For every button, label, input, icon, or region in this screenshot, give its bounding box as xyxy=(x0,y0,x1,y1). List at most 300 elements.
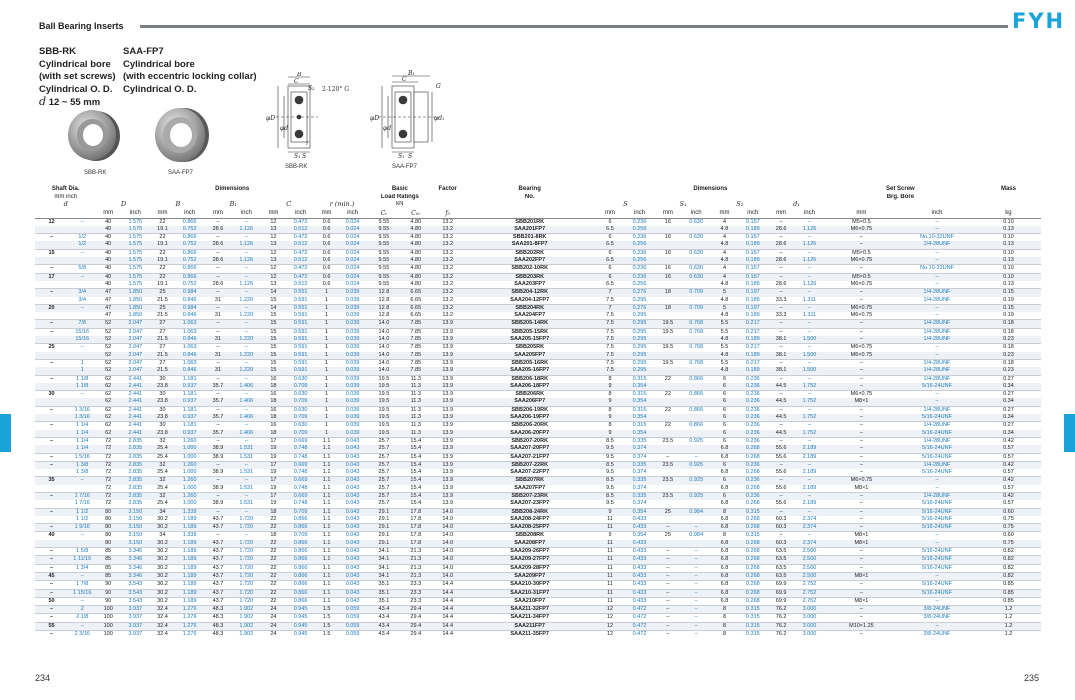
cell-d1: 44.5 xyxy=(768,383,794,391)
cell-d: 80 xyxy=(96,508,120,516)
cell-s1i xyxy=(681,430,712,438)
cell-mm: 15 xyxy=(35,249,68,257)
cell-in: – xyxy=(68,597,96,605)
cell-mm: – xyxy=(35,422,68,430)
cell-b1i: 1.126 xyxy=(231,226,262,234)
cell-s2: 8 xyxy=(712,606,738,614)
cell-s1 xyxy=(655,383,681,391)
table-row xyxy=(35,422,1041,430)
cell-kg: 0.18 xyxy=(976,344,1041,352)
cell-no: SAA211FP7 xyxy=(464,622,596,630)
cell-ssi: 5/16-24UNF xyxy=(921,469,952,476)
cell-s1i xyxy=(681,469,712,477)
cell-d: 85 xyxy=(96,556,120,564)
cell-kg: 0.10 xyxy=(976,265,1041,273)
cell-ssi: – xyxy=(898,226,976,234)
cell-s1: 16 xyxy=(655,249,681,257)
cell-s1: 22 xyxy=(655,391,681,399)
cell-ssi: 5/16-24UNF xyxy=(898,414,976,422)
cell-r: 1 xyxy=(316,398,337,406)
cell-ci: 0.591 xyxy=(285,352,316,360)
cell-s1 xyxy=(655,226,681,234)
cell-s2i: 0.268 xyxy=(737,564,768,572)
cell-si: 0.295 xyxy=(624,336,655,344)
cell-d1i: – xyxy=(794,344,825,352)
cell-ri: 0.039 xyxy=(337,422,368,430)
cell-f0: 14.4 xyxy=(432,614,464,622)
cell-no: SBB203RK xyxy=(464,273,596,281)
cell-di: 3.150 xyxy=(120,532,151,540)
bearing-photo-saa-fp7 xyxy=(150,104,210,166)
cell-ri: 0.039 xyxy=(337,304,368,312)
cell-b1: 28.6 xyxy=(205,226,231,234)
cell-di: 2.441 xyxy=(120,375,151,383)
cell-mm: – xyxy=(35,265,68,273)
cell-d: 40 xyxy=(96,218,120,226)
table-row xyxy=(35,391,1041,399)
cell-mm: 17 xyxy=(35,273,68,281)
cell-mm xyxy=(35,445,68,453)
col-basic: Basic xyxy=(368,184,432,194)
cell-b: 30.2 xyxy=(151,572,175,580)
cell-r: 1.1 xyxy=(316,508,337,516)
cell-si: 0.472 xyxy=(624,614,655,622)
cell-b1: – xyxy=(205,249,231,257)
cell-ri: 0.059 xyxy=(337,622,368,630)
cell-no: SAA209-28FP7 xyxy=(464,564,596,572)
table-row xyxy=(35,469,1041,477)
cell-c: 12 xyxy=(262,249,286,257)
cell-s: 11 xyxy=(596,548,624,556)
cell-s2: 6 xyxy=(712,477,738,485)
cell-ssm: M6×0.75 xyxy=(825,477,898,485)
cell-mm: 45 xyxy=(35,572,68,580)
cell-in: 1 xyxy=(68,367,96,375)
cell-cr: 34.1 xyxy=(368,556,400,564)
cell-d1: 63.5 xyxy=(768,572,794,580)
cell-in: 1 11/16 xyxy=(68,556,96,564)
cell-di: 3.150 xyxy=(120,508,151,516)
series-line: Cylindrical bore xyxy=(123,58,195,70)
cell-di: 2.835 xyxy=(128,469,143,476)
svg-text:S: S xyxy=(408,153,413,160)
cell-s1i: 0.866 xyxy=(681,406,712,414)
cell-b1i: 1.720 xyxy=(231,540,262,548)
cell-b1: 35.7 xyxy=(205,383,231,391)
table-row xyxy=(35,367,1041,375)
cell-ssm: – xyxy=(825,336,898,344)
cell-b1: 43.7 xyxy=(212,515,224,522)
cell-si: 0.354 xyxy=(624,532,655,540)
cell-r: 1 xyxy=(316,383,337,391)
cell-s2: 6 xyxy=(712,422,738,430)
cell-c: 16 xyxy=(262,391,286,399)
cell-s1i: 0.925 xyxy=(681,477,712,485)
cell-d: 72 xyxy=(96,461,120,469)
cell-in: 3/4 xyxy=(78,296,87,303)
cell-c0: 7.85 xyxy=(400,359,432,367)
cell-d: 62 xyxy=(96,422,120,430)
cell-d1: 60.3 xyxy=(768,540,794,548)
cell-ssm: M6×0.75 xyxy=(850,280,873,287)
cell-b1i: 1.720 xyxy=(231,589,262,597)
cell-d1i: 1.500 xyxy=(794,336,825,344)
cell-f0: 13.2 xyxy=(432,241,464,249)
cell-c: 22 xyxy=(262,572,286,580)
cell-c: 19 xyxy=(262,453,286,461)
cell-ssm: – xyxy=(825,614,898,622)
cell-ri: 0.024 xyxy=(337,226,368,234)
col-load-ratings: Load Ratings xyxy=(368,194,432,201)
cell-s: 9.5 xyxy=(606,484,614,491)
cell-d: 90 xyxy=(96,597,120,605)
table-row xyxy=(35,328,1041,336)
cell-mm xyxy=(35,469,68,477)
cell-bi: 1.339 xyxy=(174,508,205,516)
cell-cr: 9.55 xyxy=(368,265,400,273)
cell-mm: 50 xyxy=(35,597,68,605)
cell-d1: – xyxy=(768,304,794,312)
cell-c: 18 xyxy=(262,414,286,422)
cell-in: – xyxy=(68,477,96,485)
cell-di: 3.150 xyxy=(120,524,151,532)
cell-s: 8.5 xyxy=(596,492,624,500)
cell-f0: 13.9 xyxy=(432,367,464,375)
cell-s2: 6.8 xyxy=(720,469,729,476)
cell-f0: 13.9 xyxy=(432,359,464,367)
cell-r: 1 xyxy=(316,344,337,352)
cell-ssm: – xyxy=(825,453,898,461)
cell-c0: 6.65 xyxy=(400,304,432,312)
cell-f0: 13.9 xyxy=(432,437,464,445)
cell-in: 2 xyxy=(68,606,96,614)
cell-si: 0.472 xyxy=(624,631,655,639)
cell-b: 21.5 xyxy=(157,312,168,319)
cell-s2: 4.8 xyxy=(712,241,738,249)
cell-di: 2.835 xyxy=(120,461,151,469)
cell-ci: 0.748 xyxy=(293,469,308,476)
series-line: (with eccentric locking collar) xyxy=(123,71,257,82)
cell-kg: 1.2 xyxy=(976,631,1041,639)
cell-ssm: – xyxy=(825,564,898,572)
cell-s: 6 xyxy=(596,273,624,281)
cell-b1: – xyxy=(205,461,231,469)
cell-s1 xyxy=(655,500,681,508)
cell-si: 0.295 xyxy=(624,359,655,367)
cell-s1i: 0.630 xyxy=(681,234,712,242)
cell-b: 19.1 xyxy=(151,226,175,234)
cell-si: 0.472 xyxy=(624,606,655,614)
cell-kg: 0.60 xyxy=(976,532,1041,540)
cell-c: 13 xyxy=(262,226,286,234)
cell-s1i xyxy=(681,226,712,234)
cell-kg: 0.27 xyxy=(976,422,1041,430)
cell-s1i: – xyxy=(681,564,712,572)
cell-mm: – xyxy=(35,234,68,242)
cell-kg: 0.18 xyxy=(976,359,1041,367)
cell-di: 1.575 xyxy=(120,265,151,273)
cell-cr: 35.1 xyxy=(368,589,400,597)
cell-d1i: – xyxy=(794,422,825,430)
cell-c0: 15.4 xyxy=(410,469,422,476)
cell-no: SBB207RK xyxy=(464,477,596,485)
svg-text:B₁: B₁ xyxy=(408,70,415,77)
cell-kg: 0.10 xyxy=(976,249,1041,257)
cell-no: SAA204FP7 xyxy=(514,312,546,319)
cell-cr: 25.7 xyxy=(378,484,390,491)
cell-si: 0.236 xyxy=(624,234,655,242)
svg-text:φd: φd xyxy=(383,125,392,132)
cell-bi: 0.866 xyxy=(174,265,205,273)
cell-s2: 6 xyxy=(712,461,738,469)
cell-b1i: – xyxy=(231,461,262,469)
cell-in xyxy=(68,540,96,548)
cell-ri: 0.043 xyxy=(337,461,368,469)
cell-r: 0.6 xyxy=(316,273,337,281)
cell-s1i: 0.866 xyxy=(681,422,712,430)
cell-ssi: 5/16-24UNF xyxy=(898,383,976,391)
cell-no: SAA206-20FP7 xyxy=(464,430,596,438)
svg-text:B: B xyxy=(297,72,302,78)
cell-s1i xyxy=(681,445,712,453)
cell-ssi: – xyxy=(898,622,976,630)
cell-s2: 6 xyxy=(712,492,738,500)
cell-s1i: – xyxy=(681,556,712,564)
cell-s: 11 xyxy=(596,540,624,548)
cell-r: 1 xyxy=(316,320,337,328)
cell-b1i: 1.220 xyxy=(231,367,262,375)
cell-d: 52 xyxy=(96,320,120,328)
cell-bi: 0.984 xyxy=(174,304,205,312)
cell-si: 0.295 xyxy=(624,352,655,360)
cell-kg: 1.2 xyxy=(976,622,1041,630)
cell-di: 1.575 xyxy=(120,218,151,226)
cell-ri: 0.024 xyxy=(337,234,368,242)
cell-s2i: 0.268 xyxy=(737,548,768,556)
cell-in: 1 3/16 xyxy=(68,406,96,414)
cell-d: 85 xyxy=(96,572,120,580)
cell-ssi: 1/4-28UNF xyxy=(898,367,976,375)
cell-in: 1 5/8 xyxy=(68,548,96,556)
cell-s2: 4.8 xyxy=(712,226,738,234)
cell-c: 13 xyxy=(262,257,286,265)
cell-ci: 0.591 xyxy=(285,367,316,375)
cell-di: 1.850 xyxy=(120,289,151,297)
cell-ssi: 5/16-24UNF xyxy=(898,556,976,564)
cell-si: 0.295 xyxy=(624,344,655,352)
cell-s1: 18 xyxy=(655,304,681,312)
cell-mm: – xyxy=(35,359,68,367)
cell-bi: 1.000 xyxy=(182,484,197,491)
cell-d1i: 2.189 xyxy=(802,469,817,476)
cell-s: 8.5 xyxy=(596,477,624,485)
cell-s2i: 0.268 xyxy=(745,469,760,476)
cell-b1i: 1.126 xyxy=(231,241,262,249)
cell-mm: – xyxy=(35,492,68,500)
cell-ri: 0.039 xyxy=(345,296,360,303)
cell-ssm: M8×1 xyxy=(825,398,898,406)
cell-s2: 4 xyxy=(712,249,738,257)
cell-cr: 25.7 xyxy=(378,469,390,476)
cell-d1i: 1.500 xyxy=(794,367,825,375)
cell-d1i: – xyxy=(794,359,825,367)
cell-si: 0.374 xyxy=(632,484,647,491)
cell-ri: 0.043 xyxy=(345,500,360,507)
table-row xyxy=(35,631,1041,639)
cell-ri: 0.043 xyxy=(337,581,368,589)
cell-b1i: 1.720 xyxy=(231,597,262,605)
cell-s2i: 0.315 xyxy=(737,508,768,516)
table-row xyxy=(35,500,1041,508)
cell-c: 18 xyxy=(262,383,286,391)
cell-d1i: 3.000 xyxy=(794,606,825,614)
cell-b: 25.4 xyxy=(151,445,175,453)
cell-s1i xyxy=(681,367,712,375)
cell-bi: 0.752 xyxy=(174,241,205,249)
cell-cr: 19.5 xyxy=(368,414,400,422)
cell-c: 15 xyxy=(270,312,277,319)
table-row xyxy=(35,437,1041,445)
cell-cr: 9.55 xyxy=(368,273,400,281)
table-row xyxy=(35,589,1041,597)
cell-s2i: 0.268 xyxy=(745,484,760,491)
cell-c0: 15.4 xyxy=(410,500,422,507)
cell-b1: 48.3 xyxy=(205,622,231,630)
cell-b1: – xyxy=(205,344,231,352)
cell-cr: 25.7 xyxy=(368,461,400,469)
col-brg-bore: Brg. Bore xyxy=(825,194,976,201)
cell-no: SAA207-21FP7 xyxy=(464,453,596,461)
cell-d1i: 3.000 xyxy=(794,614,825,622)
cell-ssm: – xyxy=(825,375,898,383)
cell-ssm: – xyxy=(825,359,898,367)
cell-d: 90 xyxy=(96,581,120,589)
series-line: Cylindrical O. D. xyxy=(39,83,113,95)
cell-ssi: – xyxy=(898,344,976,352)
cell-cr: 19.5 xyxy=(368,391,400,399)
cell-c: 15 xyxy=(262,352,286,360)
cell-kg: 0.57 xyxy=(976,453,1041,461)
cell-f0: 13.2 xyxy=(442,312,454,319)
cell-bi: 1.063 xyxy=(174,328,205,336)
table-row xyxy=(35,622,1041,630)
cell-ci: 0.945 xyxy=(285,622,316,630)
cell-bi: 1.260 xyxy=(174,492,205,500)
cell-mm: 35 xyxy=(35,477,68,485)
cell-s1i xyxy=(681,414,712,422)
cell-di: 2.835 xyxy=(128,484,143,491)
cell-r: 1.1 xyxy=(316,572,337,580)
cell-s2i: 0.236 xyxy=(737,437,768,445)
cell-ri: 0.059 xyxy=(337,606,368,614)
cell-mm xyxy=(35,500,68,508)
table-row xyxy=(35,312,1041,320)
cell-ci: 0.945 xyxy=(285,631,316,639)
cell-c: 22 xyxy=(262,589,286,597)
cell-c: 12 xyxy=(262,265,286,273)
cell-s: 12 xyxy=(596,631,624,639)
cell-d: 52 xyxy=(96,352,120,360)
cell-in: 1/2 xyxy=(68,241,96,249)
cell-ssi: – xyxy=(898,597,976,605)
col-C: C xyxy=(262,201,316,208)
cell-b: 19.1 xyxy=(157,280,168,287)
cell-kg: 0.57 xyxy=(1003,500,1014,507)
cell-no: SBB201-8RK xyxy=(464,234,596,242)
cell-cr: 29.1 xyxy=(368,532,400,540)
cell-di: 2.047 xyxy=(120,320,151,328)
cell-c0: 4.80 xyxy=(400,257,432,265)
cell-d: 80 xyxy=(105,515,112,522)
cell-s2: 4.8 xyxy=(712,367,738,375)
cell-b: 22 xyxy=(151,218,175,226)
cell-d: 85 xyxy=(96,564,120,572)
cell-c0: 7.85 xyxy=(400,367,432,375)
cell-s1: 22 xyxy=(655,406,681,414)
cell-mm xyxy=(35,297,68,305)
col-Cr: Cᵣ xyxy=(368,209,400,219)
cell-d1i: – xyxy=(794,234,825,242)
cell-b: 23.8 xyxy=(151,398,175,406)
cell-f0: 13.9 xyxy=(432,391,464,399)
cell-mm: 20 xyxy=(35,304,68,312)
cell-c: 22 xyxy=(262,548,286,556)
cell-s1 xyxy=(655,257,681,265)
cell-s: 9.5 xyxy=(596,453,624,461)
cell-b1: 43.7 xyxy=(205,589,231,597)
series-line: Cylindrical O. D. xyxy=(123,83,197,95)
cell-s1i xyxy=(681,281,712,289)
cell-b1: 31 xyxy=(205,352,231,360)
cell-s1 xyxy=(655,312,681,320)
cell-b: 19.1 xyxy=(151,241,175,249)
cell-b1i: – xyxy=(231,273,262,281)
cell-in: 1 9/16 xyxy=(68,524,96,532)
cell-s1 xyxy=(655,414,681,422)
cell-in: – xyxy=(68,532,96,540)
cell-s2i: 0.268 xyxy=(737,572,768,580)
cell-ssi: 5/16-24UNF xyxy=(898,430,976,438)
cell-ssi: 5/16-24UNF xyxy=(898,589,976,597)
cell-d1: – xyxy=(768,406,794,414)
cell-r: 1.1 xyxy=(316,524,337,532)
cell-s2: 4.8 xyxy=(720,296,729,303)
cell-b1: 38.9 xyxy=(212,484,224,491)
cell-s1: 18 xyxy=(655,289,681,297)
cell-d1i: – xyxy=(794,328,825,336)
cell-in: 3/4 xyxy=(68,289,96,297)
cell-s2: 6.8 xyxy=(712,564,738,572)
cell-f0: 13.9 xyxy=(432,344,464,352)
cell-c: 15 xyxy=(262,367,286,375)
cell-ssm: M6×0.75 xyxy=(825,352,898,360)
cell-s2i: 0.197 xyxy=(737,304,768,312)
cell-bi: 1.339 xyxy=(174,532,205,540)
cell-s1i: – xyxy=(681,589,712,597)
cell-d1i: 2.752 xyxy=(794,581,825,589)
cell-s1: 25 xyxy=(655,508,681,516)
cell-d1i: – xyxy=(794,249,825,257)
cell-s2i: 0.217 xyxy=(737,320,768,328)
cell-si: 0.433 xyxy=(624,540,655,548)
cell-f0: 13.9 xyxy=(442,500,454,507)
cell-b: 30.2 xyxy=(151,540,175,548)
cell-b1: 48.3 xyxy=(205,614,231,622)
cell-ci: 0.669 xyxy=(285,437,316,445)
cell-f0: 14.0 xyxy=(442,515,454,522)
cell-ri: 0.043 xyxy=(337,492,368,500)
cell-kg: 0.27 xyxy=(976,375,1041,383)
